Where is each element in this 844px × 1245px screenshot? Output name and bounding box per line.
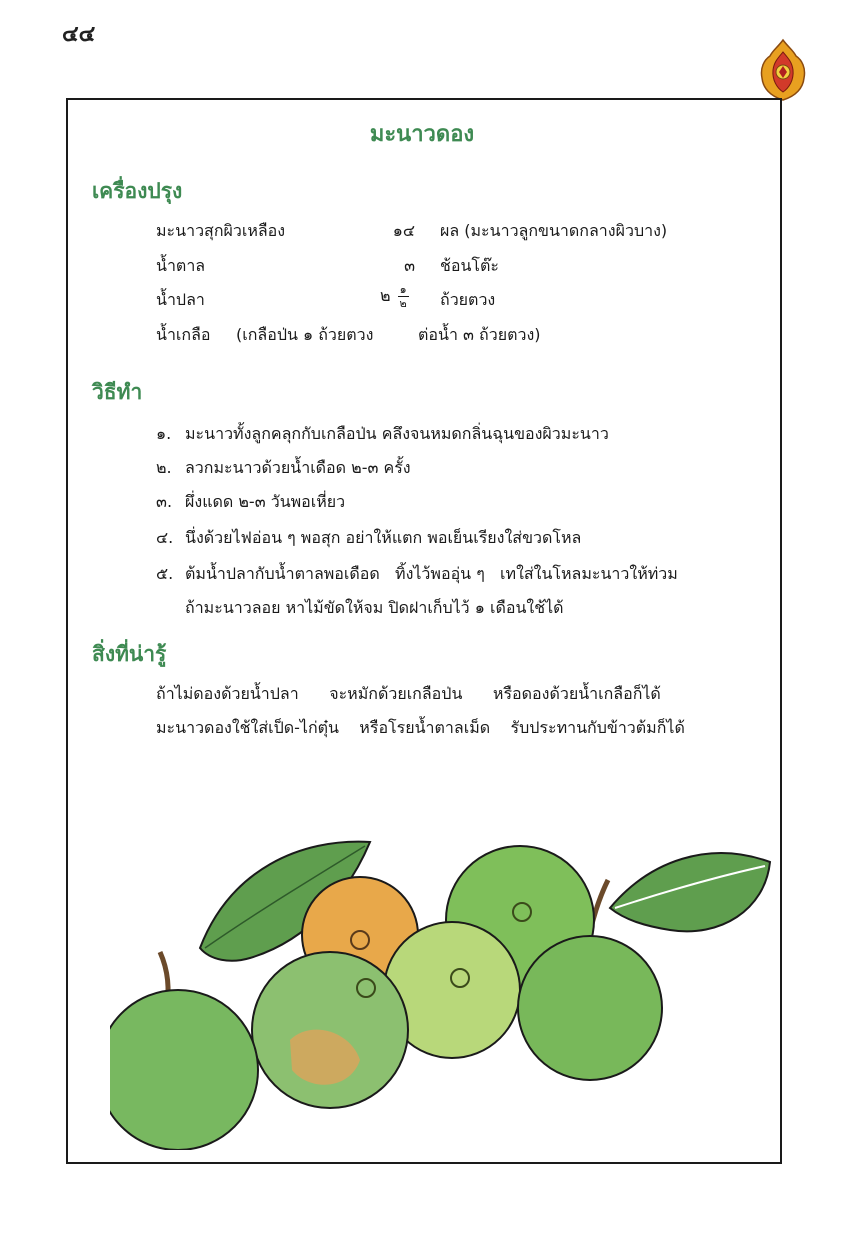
brine-detail: ต่อน้ำ ๓ ถ้วยตวง) bbox=[418, 325, 541, 344]
lime-fruits-illustration bbox=[110, 830, 786, 1150]
tips-heading: สิ่งที่น่ารู้ bbox=[92, 642, 167, 666]
step-number: ๑. bbox=[156, 424, 172, 443]
page-number: ๔๔ bbox=[62, 22, 96, 47]
tip-line: มะนาวดองใช้ใส่เป็ด-ไก่ตุ๋น หรือโรยน้ำตาลเม็ด รับประทานกับข้าวต้มก็ได้ bbox=[156, 718, 685, 737]
ingredient-qty: ๒ bbox=[380, 286, 391, 305]
fraction bbox=[398, 284, 409, 309]
method-heading: วิธีทำ bbox=[92, 380, 143, 404]
leaf-right bbox=[610, 853, 770, 931]
ingredient-name: น้ำเกลือ bbox=[156, 325, 211, 344]
brine-detail: (เกลือป่น ๑ ถ้วยตวง bbox=[236, 325, 374, 344]
ingredient-qty: ๑๔ bbox=[392, 221, 415, 240]
ingredient-qty-mixed bbox=[380, 284, 409, 309]
step-text-continued: ถ้ามะนาวลอย หาไม้ขัดให้จม ปิดฝาเก็บไว้ ๑ เดือนใช้ได้ bbox=[185, 598, 564, 617]
ingredients-heading: เครื่องปรุง bbox=[92, 179, 183, 203]
ingredient-qty: ๓ bbox=[404, 256, 415, 275]
step-text: ผึ่งแดด ๒-๓ วันพอเหี่ยว bbox=[185, 492, 346, 511]
tip-line: ถ้าไม่ดองด้วยน้ำปลา จะหมักด้วยเกลือป่น หรือดองด้วยน้ำเกลือก็ได้ bbox=[156, 684, 661, 703]
step-text: นึ่งด้วยไฟอ่อน ๆ พอสุก อย่าให้แตก พอเย็นเรียงใส่ขวดโหล bbox=[185, 528, 582, 547]
ingredient-unit: ถ้วยตวง bbox=[440, 290, 496, 309]
step-text: ลวกมะนาวด้วยน้ำเดือด ๒-๓ ครั้ง bbox=[185, 458, 411, 477]
ingredient-name: น้ำตาล bbox=[156, 256, 206, 275]
fraction-denominator: ๒ bbox=[399, 297, 407, 310]
ingredient-unit: ช้อนโต๊ะ bbox=[440, 256, 499, 275]
step-number: ๕. bbox=[156, 564, 174, 583]
ingredient-name: น้ำปลา bbox=[156, 290, 205, 309]
royal-emblem-icon bbox=[758, 38, 808, 102]
step-number: ๒. bbox=[156, 458, 172, 477]
ingredient-unit: ผล (มะนาวลูกขนาดกลางผิวบาง) bbox=[440, 221, 668, 240]
step-number: ๔. bbox=[156, 528, 174, 547]
recipe-title: มะนาวดอง bbox=[369, 122, 475, 147]
step-text: ต้มน้ำปลากับน้ำตาลพอเดือด ทิ้งไว้พออุ่น ๆ เทใส่ในโหลมะนาวให้ท่วม bbox=[185, 564, 678, 583]
ingredient-name: มะนาวสุกผิวเหลือง bbox=[156, 221, 286, 240]
fraction-numerator: ๑ bbox=[399, 283, 407, 296]
step-number: ๓. bbox=[156, 492, 173, 511]
step-text: มะนาวทั้งลูกคลุกกับเกลือป่น คลึงจนหมดกลิ่นฉุนของผิวมะนาว bbox=[185, 424, 609, 443]
